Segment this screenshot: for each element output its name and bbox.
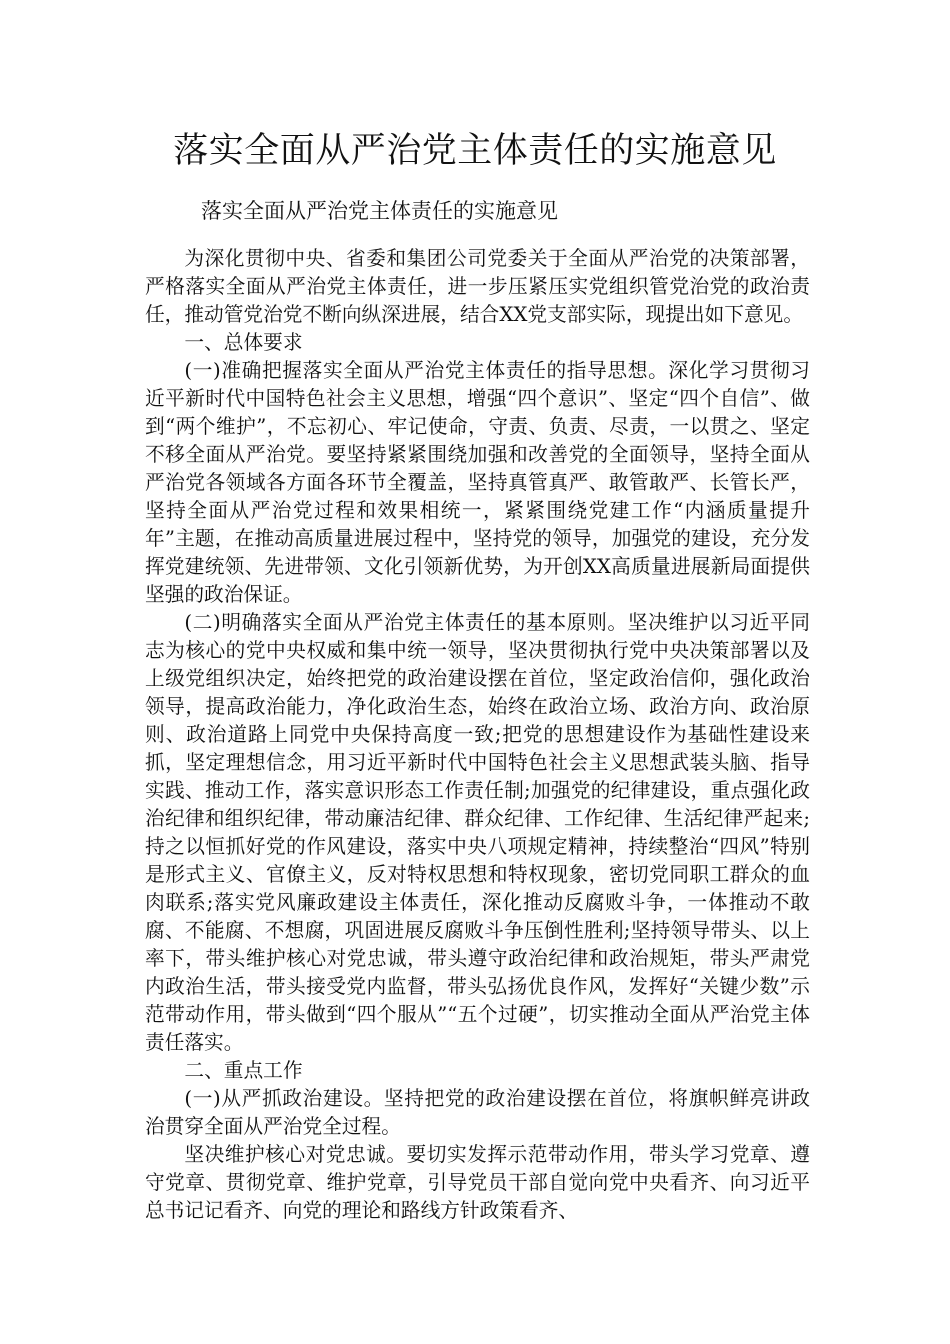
section-heading-key-work: 二、重点工作 [184,1059,303,1082]
document-title: 落实全面从严治党主体责任的实施意见 [173,131,777,171]
paragraph-political-construction: (一)从严抓政治建设。坚持把党的政治建设摆在首位，将旗帜鲜亮讲政治贯穿全面从严治党全过程。 [145,1087,810,1138]
document-subtitle: 落实全面从严治党主体责任的实施意见 [201,199,558,223]
paragraph-basic-principles: (二)明确落实全面从严治党主体责任的基本原则。坚决维护以习近平同志为核心的党中央权威和集中统一领导，坚决贯彻执行党中央决策部署以及上级党组织决定，始终把党的政治建设摆在首位，坚定政治信仰，强化政治领导，提高政治能力，净化政治生态，始终在政治立场、政治方向、政治原则、政治道路上同党中央保持高度一致;把党的思想建设作为基础性建设来抓，坚定理想信念，用习近平新时代中国特色社会主义思想武装头脑、指导实践、推动工作，落实意识形态工作责任制;加强党的纪律建设，重点强化政治纪律和组织纪律，带动廉洁纪律、群众纪律、工作纪律、生活纪律严起来;持之以恒抓好党的作风建设，落实中央八项规定精神，持续整治“四风”特别是形式主义、官僚主义，反对特权思想和特权现象，密切党同职工群众的血肉联系;落实党风廉政建设主体责任，深化推动反腐败斗争，一体推动不敢腐、不能腐、不想腐，巩固进展反腐败斗争压倒性胜利;坚持领导带头、以上率下，带头维护核心对党忠诚，带头遵守政治纪律和政治规矩，带头严肃党内政治生活，带头接受党内监督，带头弘扬优良作风，发挥好“关键少数”示范带动作用，带头做到“四个服从”“五个过硬”，切实推动全面从严治党主体责任落实。 [145,611,810,1054]
document-body [145,245,810,1225]
paragraph-loyalty: 坚决维护核心对党忠诚。要切实发挥示范带动作用，带头学习党章、遵守党章、贯彻党章、维护党章，引导党员干部自觉向党中央看齐、向习近平总书记记看齐、向党的理论和路线方针政策看齐、 [145,1143,810,1222]
paragraph-intro: 为深化贯彻中央、省委和集团公司党委关于全面从严治党的决策部署，严格落实全面从严治党主体责任，进一步压紧压实党组织管党治党的政治责任，推动管党治党不断向纵深进展，结合XX党支部实际，现提出如下意见。 [145,247,810,326]
paragraph-guiding-thought: (一)准确把握落实全面从严治党主体责任的指导思想。深化学习贯彻习近平新时代中国特色社会主义思想，增强“四个意识”、坚定“四个自信”、做到“两个维护”，不忘初心、牢记使命，守责、负责、尽责，一以贯之、坚定不移全面从严治党。要坚持紧紧围绕加强和改善党的全面领导，坚持全面从严治党各领域各方面各环节全覆盖，坚持真管真严、敢管敢严、长管长严，坚持全面从严治党过程和效果相统一，紧紧围绕党建工作“内涵质量提升年”主题，在推动高质量进展过程中，坚持党的领导，加强党的建设，充分发挥党建统领、先进带领、文化引领新优势，为开创XX高质量进展新局面提供坚强的政治保证。 [145,359,810,606]
section-heading-general-requirements: 一、总体要求 [184,331,303,354]
